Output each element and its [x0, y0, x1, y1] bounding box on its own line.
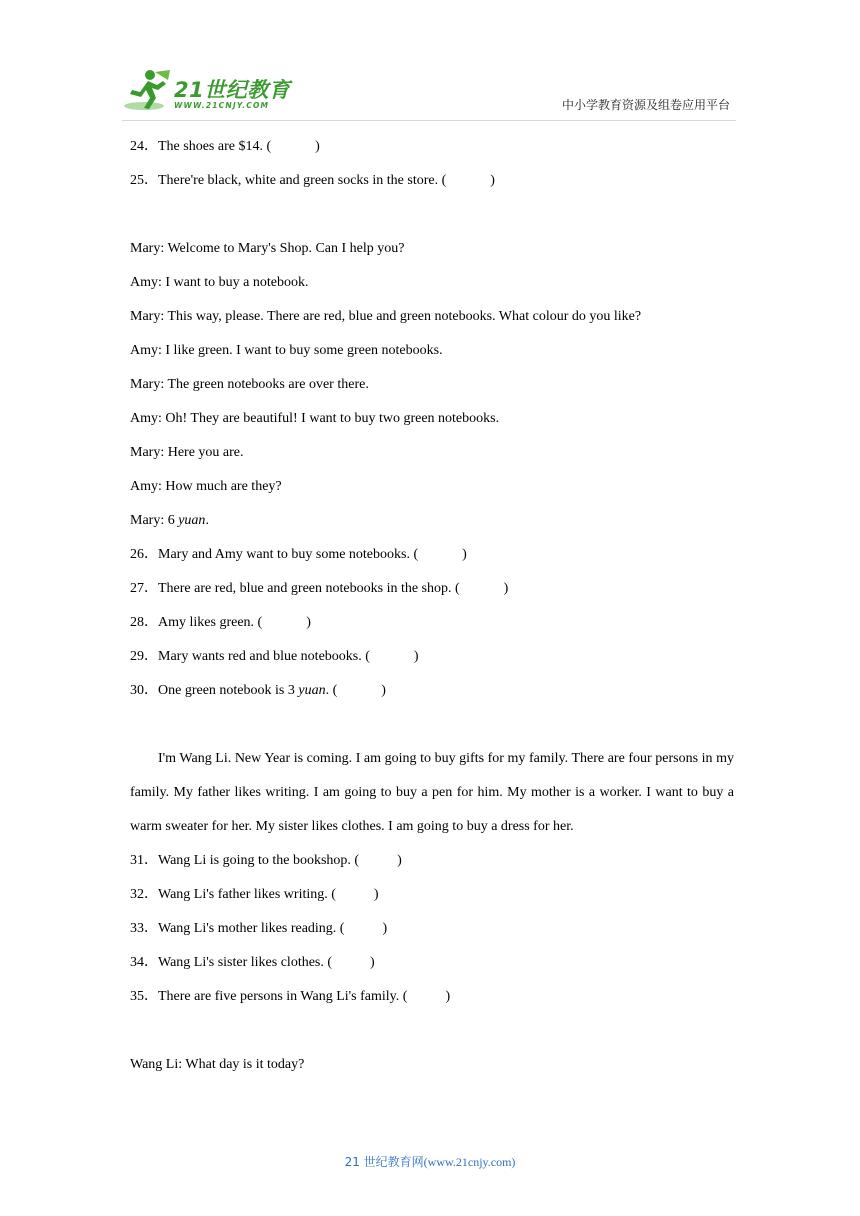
close-paren: ) — [373, 887, 379, 902]
question-number: 31． — [130, 853, 158, 868]
question-number: 35． — [130, 989, 158, 1004]
question-text: Mary and Amy want to buy some notebooks. ( — [158, 547, 419, 562]
close-paren: ) — [381, 683, 386, 698]
question-25 — [130, 164, 734, 198]
question-text: There're black, white and green socks in the store. ( — [158, 173, 447, 188]
question-text: Wang Li's father likes writing. ( — [158, 887, 336, 902]
dialogue-line: Mary: The green notebooks are over there. — [130, 377, 369, 392]
dialogue-text: Mary: 6 — [130, 513, 179, 528]
question-number: 27． — [130, 581, 158, 596]
question-text: There are red, blue and green notebooks in the shop. ( — [158, 581, 460, 596]
footer-site-name: 21 世纪教育网 — [344, 1155, 424, 1169]
page-header — [0, 0, 860, 124]
question-35 — [130, 980, 734, 1014]
close-paren: ) — [397, 853, 402, 868]
question-text: One green notebook is 3 — [158, 683, 299, 698]
question-31 — [130, 844, 734, 878]
question-number: 33． — [130, 921, 158, 936]
close-paren: ) — [503, 581, 509, 596]
running-figure-icon — [122, 68, 172, 114]
question-text: There are five persons in Wang Li's family. ( — [158, 989, 408, 1004]
question-text: The shoes are $14. ( — [158, 139, 272, 154]
dialogue-line: Amy: I like green. I want to buy some green notebooks. — [130, 343, 443, 358]
question-punct: . ( — [325, 683, 338, 698]
question-34 — [130, 946, 734, 980]
question-text: Wang Li's sister likes clothes. ( — [158, 955, 333, 970]
dialogue-line: Mary: Here you are. — [130, 445, 244, 460]
question-number: 32． — [130, 887, 158, 902]
dialogue-line: Amy: I want to buy a notebook. — [130, 275, 309, 290]
question-number: 26． — [130, 547, 158, 562]
dialogue-punct: . — [205, 513, 209, 528]
site-logo[interactable] — [122, 68, 292, 116]
header-divider — [122, 120, 736, 121]
question-text: Amy likes green. ( — [158, 615, 263, 630]
question-29 — [130, 640, 734, 674]
logo-wordmark: 21世纪教育 — [174, 78, 291, 102]
question-number: 29． — [130, 649, 158, 664]
dialogue-line: Amy: Oh! They are beautiful! I want to buy two green notebooks. — [130, 411, 500, 426]
close-paren: ) — [462, 547, 467, 562]
question-number: 28． — [130, 615, 158, 630]
close-paren: ) — [382, 921, 388, 936]
question-26 — [130, 538, 734, 572]
currency-word: yuan — [298, 683, 326, 698]
question-24 — [130, 130, 734, 164]
footer-url[interactable]: (www.21cnjy.com) — [423, 1155, 516, 1169]
question-number: 25． — [130, 173, 158, 188]
page-footer — [0, 1153, 860, 1170]
dialogue-line: Amy: How much are they? — [130, 479, 282, 494]
platform-tagline: 中小学教育资源及组卷应用平台 — [561, 98, 730, 112]
question-text: Wang Li is going to the bookshop. ( — [158, 853, 360, 868]
logo-url: WWW.21CNJY.COM — [174, 101, 270, 110]
close-paren: ) — [306, 615, 311, 630]
dialogue-line — [130, 504, 734, 538]
question-27 — [130, 572, 734, 606]
question-number: 34． — [130, 955, 158, 970]
question-number: 30． — [130, 683, 158, 698]
close-paren: ) — [315, 139, 320, 154]
question-text: Wang Li's mother likes reading. ( — [158, 921, 345, 936]
close-paren: ) — [413, 649, 419, 664]
question-30 — [130, 674, 734, 708]
question-33 — [130, 912, 734, 946]
dialogue-line: Mary: This way, please. There are red, blue and green notebooks. What colour do you like? — [130, 309, 642, 324]
question-text: Mary wants red and blue notebooks. ( — [158, 649, 370, 664]
dialogue-line: Wang Li: What day is it today? — [130, 1057, 305, 1072]
close-paren: ) — [370, 955, 375, 970]
document-body — [130, 130, 734, 1082]
currency-word: yuan — [178, 513, 206, 528]
question-32 — [130, 878, 734, 912]
close-paren: ) — [445, 989, 451, 1004]
reading-passage: I'm Wang Li. New Year is coming. I am going to buy gifts for my family. There are four persons in my family. My father likes writing. I am going to buy a pen for him. My mother is a worker. I want to buy a warm sweater for her. My sister likes clothes. I am going to buy a dress for her. — [130, 751, 734, 834]
close-paren: ) — [490, 173, 495, 188]
question-number: 24． — [130, 139, 158, 154]
dialogue-line: Mary: Welcome to Mary's Shop. Can I help you? — [130, 241, 405, 256]
question-28 — [130, 606, 734, 640]
